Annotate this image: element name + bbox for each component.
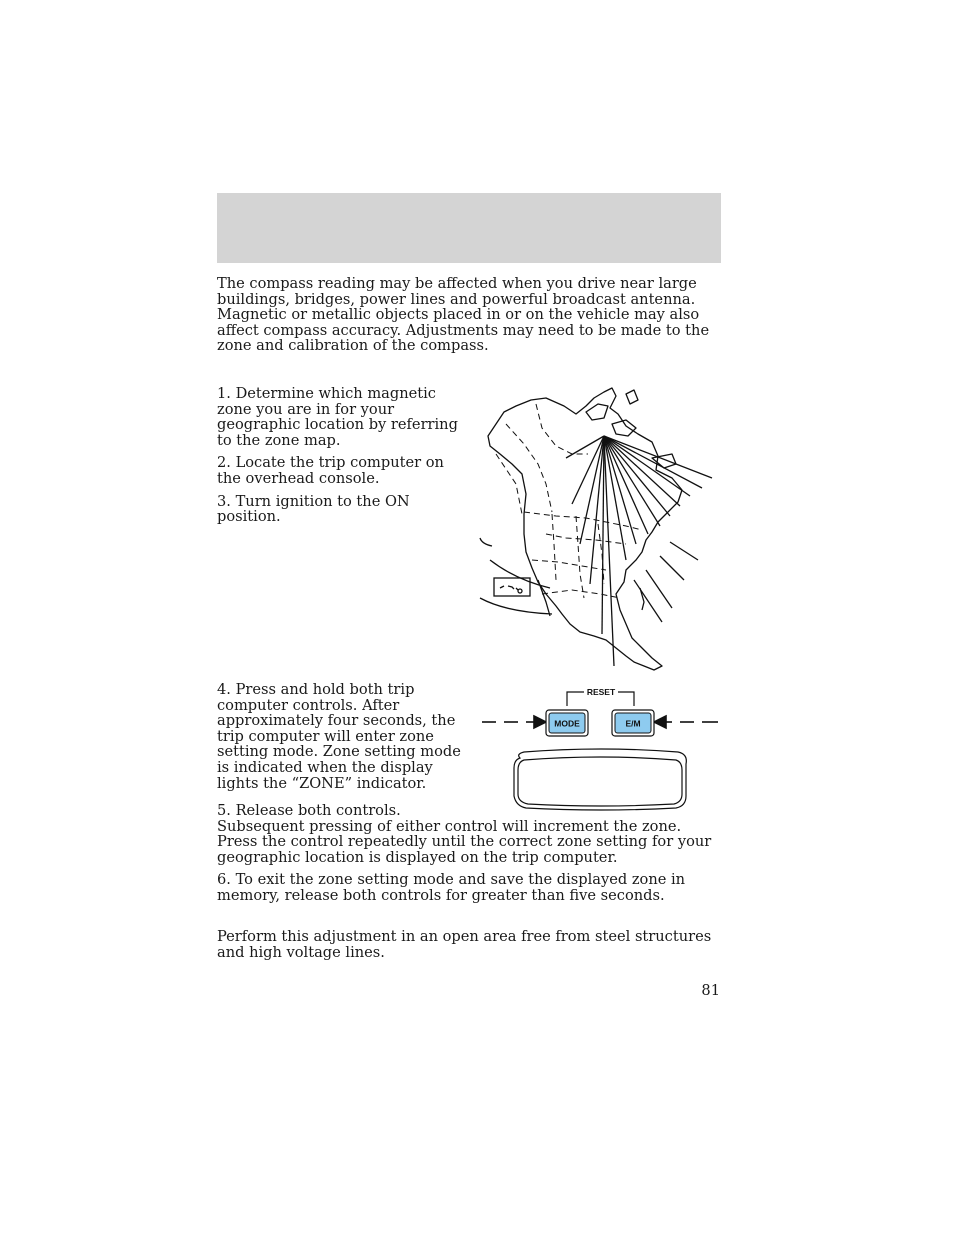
trip-computer-console	[476, 684, 721, 812]
step-3: 3. Turn ignition to the ON position.	[217, 492, 410, 526]
map-continent-outline	[488, 388, 682, 670]
step-4-block	[217, 682, 475, 798]
step-5-detail: Subsequent pressing of either control will increment the zone. Press the control repeatedly until the correct zone setting for your geographic location is displayed on the trip computer.	[217, 817, 712, 866]
mode-button[interactable]	[546, 710, 588, 736]
svg-text:E/M: E/M	[625, 718, 641, 729]
console-display	[514, 749, 686, 810]
steps-5-6	[217, 803, 721, 911]
zone-lines	[566, 436, 712, 666]
svg-text:MODE: MODE	[554, 718, 580, 729]
step-1: 1. Determine which magnetic zone you are in for your geographic location by referring to the zone map.	[217, 385, 458, 449]
step-6: 6. To exit the zone setting mode and save the displayed zone in memory, release both controls for greater than five seconds.	[217, 871, 686, 904]
step-5: 5. Release both controls.	[217, 802, 401, 819]
intro-paragraph: The compass reading may be affected when you drive near large buildings, bridges, power lines and powerful broadcast antenna. Magnetic or metallic objects placed in or on the vehicle may also affect compass accuracy. Adjustments may need to be made to the zone and calibration of the compass.	[217, 275, 710, 355]
right-arrow-icon	[654, 716, 666, 728]
em-button[interactable]	[612, 710, 654, 736]
steps-1-3	[217, 386, 467, 532]
step-4: 4. Press and hold both trip computer controls. After approximately four seconds, the trip computer will enter zone setting mode. Zone setting mode is indicated when the display lights the “ZONE” indicator.	[217, 681, 461, 792]
page-number: 81	[701, 982, 720, 999]
magnetic-zone-map	[476, 384, 721, 674]
left-arrow-icon	[534, 716, 546, 728]
map-border-canada-us	[524, 512, 642, 530]
closing-paragraph: Perform this adjustment in an open area free from steel structures and high voltage lines.	[217, 928, 712, 961]
section-header-bar	[217, 193, 721, 263]
step-2: 2. Locate the trip computer on the overhead console.	[217, 454, 444, 487]
reset-label: RESET	[586, 687, 616, 697]
